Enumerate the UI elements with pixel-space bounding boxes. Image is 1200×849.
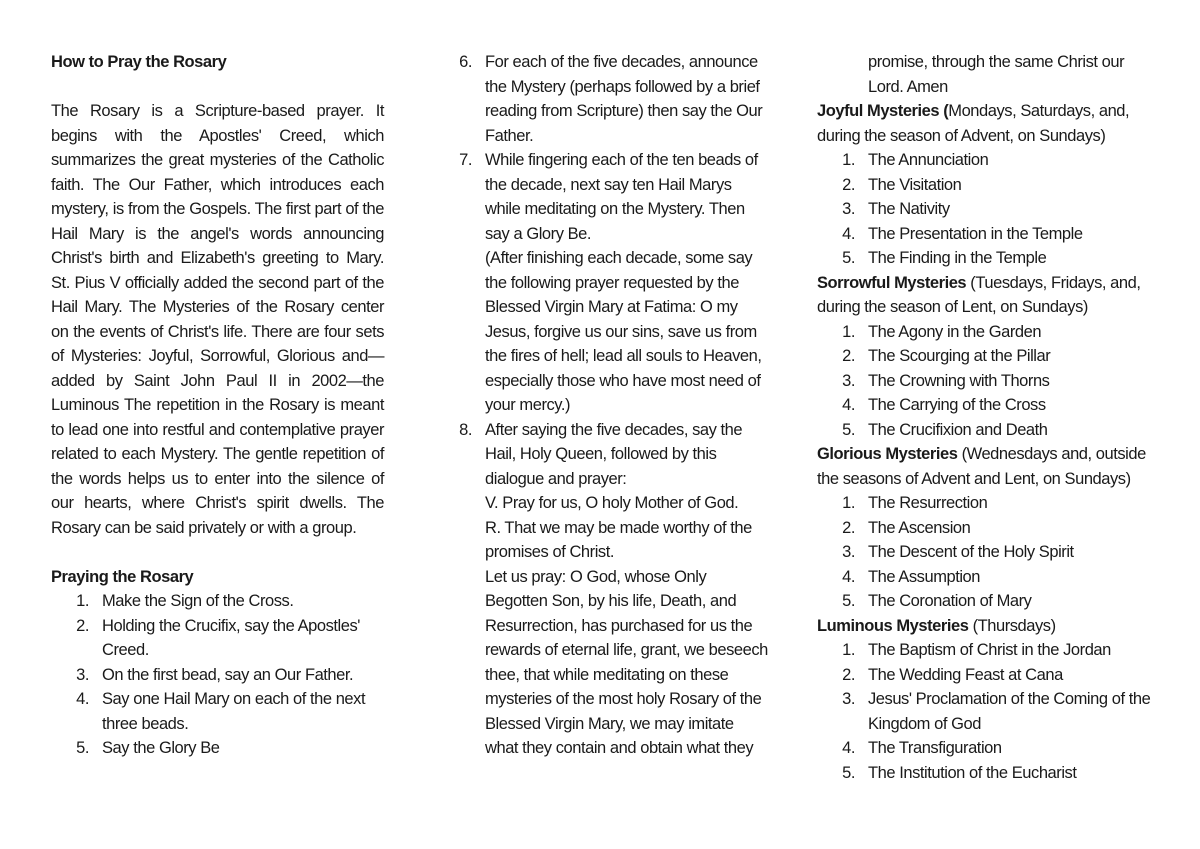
item-text: Jesus' Proclamation of the Coming of the Kingdom of God — [868, 690, 1151, 733]
list-item — [817, 638, 1157, 663]
item-text: The Wedding Feast at Cana — [868, 665, 1063, 684]
luminous-mysteries-list — [817, 638, 1157, 785]
column-mysteries — [817, 50, 1157, 785]
list-item — [817, 148, 1157, 173]
item-number: 2. — [842, 518, 855, 537]
step-text: Say one Hail Mary on each of the next three beads. — [102, 690, 366, 733]
item-number: 2. — [842, 665, 855, 684]
list-item — [817, 197, 1157, 222]
list-item — [51, 663, 384, 688]
item-text: The Descent of the Holy Spirit — [868, 543, 1074, 561]
spacer — [51, 540, 384, 565]
item-number: 3. — [842, 200, 855, 218]
mystery-days: (Thursdays) — [968, 616, 1056, 635]
item-number: 3. — [842, 543, 855, 561]
item-text: The Presentation in the Temple — [868, 224, 1083, 243]
list-item — [817, 687, 1157, 736]
step-number: 3. — [76, 665, 89, 684]
item-text: The Institution of the Eucharist — [868, 763, 1077, 782]
item-number: 4. — [842, 739, 855, 757]
item-number: 2. — [842, 175, 855, 194]
item-text: The Agony in the Garden — [868, 322, 1042, 341]
fatima-prayer-note: (After finishing each decade, some say the following prayer requested by the Blessed Virgin Mary at Fatima: O my Jesus, forgive us our sins, save us from the fires of hell; lead all souls to Heaven, especially those who have most need of your mercy.) — [485, 249, 762, 414]
list-item — [817, 491, 1157, 516]
item-number: 4. — [842, 224, 855, 243]
mystery-name: Luminous Mysteries — [817, 616, 969, 635]
item-text: The Scourging at the Pillar — [868, 347, 1051, 365]
step-text: While fingering each of the ten beads of the decade, next say ten Hail Marys while meditating on the Mystery. Then say a Glory Be. — [485, 151, 758, 243]
closing-prayer: Let us pray: O God, whose Only Begotten Son, by his life, Death, and Resurrection, has purchased for us the rewards of eternal life, grant, we beseech thee, that while meditating on these mysteries of the most holy Rosary of the Blessed Virgin Mary, we may imitate what they contain and obtain what they — [485, 567, 768, 757]
mystery-heading-glorious — [817, 442, 1157, 491]
item-number: 1. — [842, 494, 855, 512]
step-number: 2. — [76, 616, 89, 635]
list-item — [817, 761, 1157, 786]
item-text: The Assumption — [868, 567, 981, 586]
item-number: 5. — [842, 249, 855, 267]
list-item — [817, 246, 1157, 271]
step-text: For each of the five decades, announce the Mystery (perhaps followed by a brief reading from Scripture) then say the Our Father. — [485, 53, 763, 145]
steps-list-continued — [458, 50, 770, 761]
item-text: The Transfiguration — [868, 739, 1002, 757]
item-text: The Crucifixion and Death — [868, 420, 1048, 439]
list-item — [51, 589, 384, 614]
list-item — [817, 540, 1157, 565]
list-item — [817, 516, 1157, 541]
step-number: 1. — [76, 592, 89, 610]
mystery-days: (Wednesdays and, outside the seasons of Advent and Lent, on Sundays) — [817, 445, 1146, 488]
list-item — [817, 418, 1157, 443]
column-intro — [51, 50, 384, 761]
item-number: 2. — [842, 347, 855, 365]
item-number: 5. — [842, 420, 855, 439]
steps-list — [51, 589, 384, 761]
spacer — [51, 75, 384, 100]
column-steps-continued — [458, 50, 770, 761]
item-text: The Carrying of the Cross — [868, 396, 1046, 414]
closing-prayer-end: promise, through the same Christ our Lord. Amen — [868, 53, 1125, 96]
item-number: 1. — [842, 322, 855, 341]
list-item — [817, 369, 1157, 394]
step-number: 7. — [459, 151, 472, 169]
list-item — [458, 148, 770, 418]
list-item — [458, 418, 770, 761]
list-item — [51, 687, 384, 736]
list-item — [817, 663, 1157, 688]
mystery-heading-joyful — [817, 99, 1157, 148]
step-text: After saying the five decades, say the Hail, Holy Queen, followed by this dialogue and prayer: — [485, 420, 743, 488]
mystery-heading-luminous — [817, 614, 1157, 639]
list-item — [817, 173, 1157, 198]
item-text: The Finding in the Temple — [868, 249, 1047, 267]
item-text: The Resurrection — [868, 494, 988, 512]
item-text: The Crowning with Thorns — [868, 371, 1050, 390]
item-text: The Ascension — [868, 518, 971, 537]
mystery-name: Joyful Mysteries ( — [817, 102, 949, 120]
step-text: Holding the Crucifix, say the Apostles' Creed. — [102, 616, 360, 659]
mystery-name: Glorious Mysteries — [817, 445, 958, 463]
mystery-days: Mondays, Saturdays, and, during the season of Advent, on Sundays) — [817, 102, 1130, 145]
list-item — [51, 736, 384, 761]
step-number: 4. — [76, 690, 89, 708]
item-text: The Nativity — [868, 200, 950, 218]
item-number: 1. — [842, 151, 855, 169]
list-item — [817, 736, 1157, 761]
mystery-name: Sorrowful Mysteries — [817, 273, 967, 292]
list-item — [51, 614, 384, 663]
joyful-mysteries-list — [817, 148, 1157, 271]
item-number: 4. — [842, 567, 855, 586]
item-number: 4. — [842, 396, 855, 414]
page-title: How to Pray the Rosary — [51, 53, 227, 71]
item-number: 5. — [842, 763, 855, 782]
versicle-text: V. Pray for us, O holy Mother of God. — [485, 494, 739, 512]
list-item — [817, 565, 1157, 590]
list-item — [817, 589, 1157, 614]
list-item — [817, 50, 1157, 99]
list-item — [817, 320, 1157, 345]
step-number: 5. — [76, 739, 89, 757]
item-number: 1. — [842, 641, 855, 659]
intro-paragraph: The Rosary is a Scripture-based prayer. It begins with the Apostles' Creed, which summarizes the great mysteries of the Catholic faith. The Our Father, which introduces each mystery, is from the Gospels. The first part of the Hail Mary is the angel's words announcing Christ's birth and Elizabeth's greeting to Mary. St. Pius V officially added the second part of the Hail Mary. The Mysteries of the Rosary center on the events of Christ's life. There are four sets of Mysteries: Joyful, Sorrowful, Glorious and—added by Saint John Paul II in 2002—the Luminous The repetition in the Rosary is meant to lead one into restful and contemplative prayer related to each Mystery. The gentle repetition of the words helps us to enter into the silence of our hearts, where Christ's spirit dwells. The Rosary can be said privately or with a group. — [51, 102, 384, 537]
item-text: The Annunciation — [868, 151, 989, 169]
step-text: On the first bead, say an Our Father. — [102, 665, 354, 684]
list-item — [817, 393, 1157, 418]
mystery-days: (Tuesdays, Fridays, and, during the season of Lent, on Sundays) — [817, 273, 1141, 316]
item-number: 3. — [842, 371, 855, 390]
step-text: Make the Sign of the Cross. — [102, 592, 294, 610]
sorrowful-mysteries-list — [817, 320, 1157, 443]
step-number: 6. — [459, 53, 472, 71]
response-text: R. That we may be made worthy of the promises of Christ. — [485, 518, 752, 561]
step-number: 8. — [459, 420, 472, 439]
item-number: 3. — [842, 690, 855, 708]
item-number: 5. — [842, 592, 855, 610]
item-text: The Baptism of Christ in the Jordan — [868, 641, 1111, 659]
glorious-mysteries-list — [817, 491, 1157, 614]
list-item — [817, 344, 1157, 369]
item-text: The Coronation of Mary — [868, 592, 1032, 610]
step-text: Say the Glory Be — [102, 739, 220, 757]
section-title-praying: Praying the Rosary — [51, 567, 194, 586]
prayer-continuation — [817, 50, 1157, 99]
list-item — [817, 222, 1157, 247]
list-item — [458, 50, 770, 148]
mystery-heading-sorrowful — [817, 271, 1157, 320]
item-text: The Visitation — [868, 175, 962, 194]
